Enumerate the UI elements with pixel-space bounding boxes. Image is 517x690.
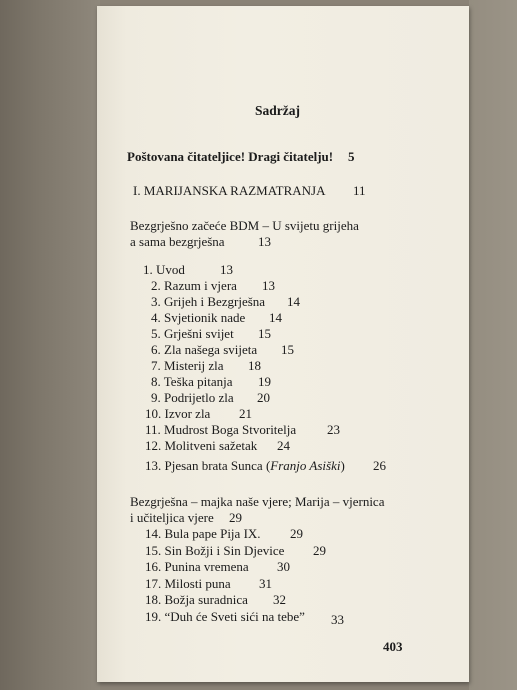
- list-item-page: 21: [239, 406, 252, 421]
- list-item: 2. Razum i vjera: [151, 278, 237, 293]
- toc-intro-label: Poštovana čitateljice! Dragi čitatelju!: [127, 149, 334, 164]
- list-item: 10. Izvor zla: [145, 406, 211, 421]
- list-item-page: 29: [313, 543, 326, 558]
- list-item: 14. Bula pape Pija IX.: [145, 526, 261, 541]
- list-item: 17. Milosti puna: [145, 576, 231, 591]
- list-item: 18. Božja suradnica: [145, 592, 248, 607]
- list-item-page: 19: [258, 374, 271, 389]
- list-item-page: 14: [269, 310, 282, 325]
- list-item-page: 33: [331, 612, 344, 627]
- list-item: 1. Uvod: [143, 262, 185, 277]
- list-item-author: Franjo Asiški: [270, 458, 341, 473]
- list-item-page: 14: [287, 294, 300, 309]
- list-item: 11. Mudrost Boga Stvoritelja: [145, 422, 297, 437]
- section1-title-line1: Bezgrješno začeće BDM – U svijetu grijeha: [130, 218, 359, 233]
- list-item: 9. Podrijetlo zla: [151, 390, 234, 405]
- list-item: 3. Grijeh i Bezgrješna: [151, 294, 266, 309]
- list-item-page: 29: [290, 526, 303, 541]
- list-item-page: 30: [277, 559, 290, 574]
- section2-title-line1: Bezgrješna – majka naše vjere; Marija – vjernica: [130, 494, 385, 509]
- list-item: 8. Teška pitanja: [151, 374, 233, 389]
- list-item-page: 26: [373, 458, 386, 473]
- list-item-label: 13. Pjesan brata Sunca (: [145, 458, 271, 473]
- list-item: 19. “Duh će Sveti sići na tebe”: [145, 609, 305, 624]
- list-item-page: 15: [258, 326, 271, 341]
- list-item-page: 15: [281, 342, 294, 357]
- list-item-page: 32: [273, 592, 286, 607]
- list-item-page: 23: [327, 422, 340, 437]
- section2-page: 29: [229, 510, 242, 525]
- list-item-label-end: ): [340, 458, 345, 473]
- page-title: Sadržaj: [255, 103, 300, 118]
- list-item: 4. Svjetionik nade: [151, 310, 246, 325]
- list-item-page: 31: [259, 576, 272, 591]
- toc-part1-page: 11: [353, 183, 366, 198]
- book-page: [97, 6, 469, 682]
- list-item-page: 13: [220, 262, 233, 277]
- toc-part1-label: I. MARIJANSKA RAZMATRANJA: [133, 183, 326, 198]
- section2-title-line2: i učiteljica vjere: [130, 510, 214, 525]
- list-item: 16. Punina vremena: [145, 559, 249, 574]
- list-item: 12. Molitveni sažetak: [145, 438, 258, 453]
- list-item: 15. Sin Božji i Sin Djevice: [145, 543, 285, 558]
- page-number: 403: [383, 639, 403, 654]
- list-item: 7. Misterij zla: [151, 358, 224, 373]
- table-surface-right: [469, 0, 517, 690]
- section1-title-line2: a sama bezgrješna: [130, 234, 225, 249]
- list-item-page: 18: [248, 358, 261, 373]
- section1-page: 13: [258, 234, 271, 249]
- list-item: [145, 458, 345, 474]
- list-item: 6. Zla našega svijeta: [151, 342, 258, 357]
- list-item-page: 24: [277, 438, 290, 453]
- list-item: 5. Grješni svijet: [151, 326, 234, 341]
- table-surface-left: [0, 0, 100, 690]
- toc-intro-page: 5: [348, 149, 355, 164]
- list-item-page: 20: [257, 390, 270, 405]
- list-item-page: 13: [262, 278, 275, 293]
